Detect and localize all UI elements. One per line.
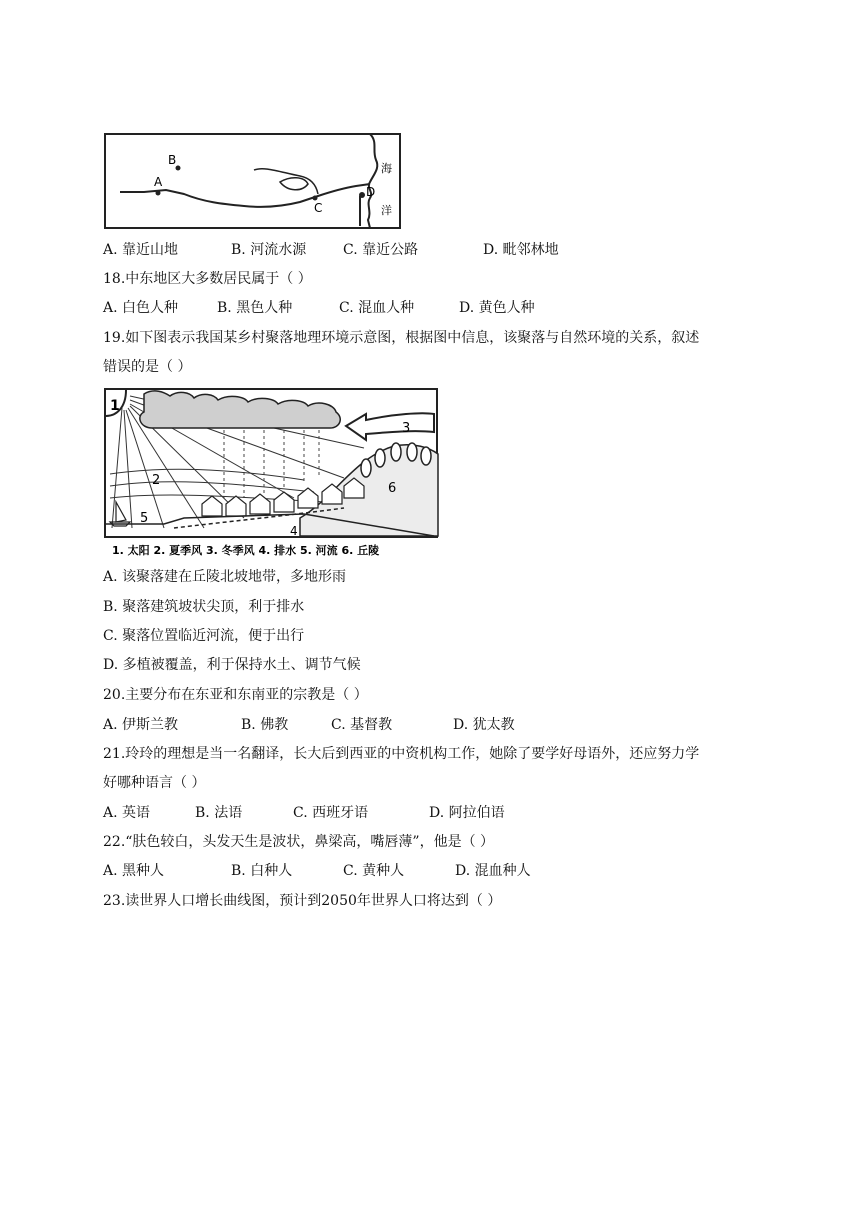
map-label-c: C — [314, 201, 323, 215]
q18-option-c[interactable]: C. 混血人种 — [339, 300, 415, 316]
q21-option-a[interactable]: A. 英语 — [103, 805, 151, 821]
fig-number-4: 4 — [290, 524, 298, 538]
q18-option-d[interactable]: D. 黄色人种 — [459, 300, 535, 316]
q17-option-b[interactable]: B. 河流水源 — [231, 242, 307, 258]
fig-number-6: 6 — [388, 481, 397, 496]
fig-number-1: 1 — [110, 398, 120, 414]
q21-option-b[interactable]: B. 法语 — [195, 805, 243, 821]
q19-stem-line1: 19.如下图表示我国某乡村聚落地理环境示意图，根据图中信息，该聚落与自然环境的关系，叙述 — [103, 330, 700, 346]
q22-stem: 22.“肤色较白，头发天生是波状，鼻梁高，嘴唇薄”，他是（ ） — [103, 834, 495, 850]
q19-stem-line2: 错误的是（ ） — [103, 359, 192, 375]
q18-option-b[interactable]: B. 黑色人种 — [217, 300, 293, 316]
q18-option-a[interactable]: A. 白色人种 — [103, 300, 179, 316]
q21-stem-line2: 好哪种语言（ ） — [103, 775, 206, 791]
q22-option-c[interactable]: C. 黄种人 — [343, 863, 405, 879]
q23-stem: 23.读世界人口增长曲线图，预计到2050年世界人口将达到（ ） — [103, 893, 502, 909]
map-label-ocean-2: 洋 — [381, 204, 392, 217]
q19-option-b[interactable]: B. 聚落建筑坡状尖顶，利于排水 — [103, 599, 305, 615]
q19-option-d[interactable]: D. 多植被覆盖，利于保持水土、调节气候 — [103, 657, 361, 673]
q22-option-b[interactable]: B. 白种人 — [231, 863, 293, 879]
fig-caption: 1. 太阳 2. 夏季风 3. 冬季风 4. 排水 5. 河流 6. 丘陵 — [112, 544, 380, 557]
q20-option-c[interactable]: C. 基督教 — [331, 717, 393, 733]
q22-option-a[interactable]: A. 黑种人 — [103, 863, 165, 879]
map-label-d: D — [366, 185, 376, 199]
map-label-ocean-1: 海 — [381, 162, 392, 175]
q20-option-d[interactable]: D. 犹太教 — [453, 717, 515, 733]
q17-option-a[interactable]: A. 靠近山地 — [103, 242, 179, 258]
q20-option-b[interactable]: B. 佛教 — [241, 717, 289, 733]
fig-number-2: 2 — [152, 473, 161, 488]
settlement-environment-figure — [104, 388, 440, 560]
q21-option-c[interactable]: C. 西班牙语 — [293, 805, 369, 821]
river-map-figure — [104, 132, 404, 230]
q18-stem: 18.中东地区大多数居民属于（ ） — [103, 271, 312, 287]
q17-option-c[interactable]: C. 靠近公路 — [343, 242, 419, 258]
q20-option-a[interactable]: A. 伊斯兰教 — [103, 717, 179, 733]
q19-option-c[interactable]: C. 聚落位置临近河流，便于出行 — [103, 628, 305, 644]
fig-number-3: 3 — [402, 421, 411, 436]
q19-option-a[interactable]: A. 该聚落建在丘陵北坡地带，多地形雨 — [103, 569, 347, 585]
q20-stem: 20.主要分布在东亚和东南亚的宗教是（ ） — [103, 687, 368, 703]
q17-option-d[interactable]: D. 毗邻林地 — [483, 242, 559, 258]
fig-number-5: 5 — [140, 511, 149, 526]
q21-option-d[interactable]: D. 阿拉伯语 — [429, 805, 505, 821]
map-label-a: A — [154, 175, 163, 189]
q21-stem-line1: 21.玲玲的理想是当一名翻译，长大后到西亚的中资机构工作，她除了要学好母语外，还应努力学 — [103, 746, 700, 762]
q22-option-d[interactable]: D. 混血种人 — [455, 863, 531, 879]
map-label-b: B — [168, 153, 177, 167]
